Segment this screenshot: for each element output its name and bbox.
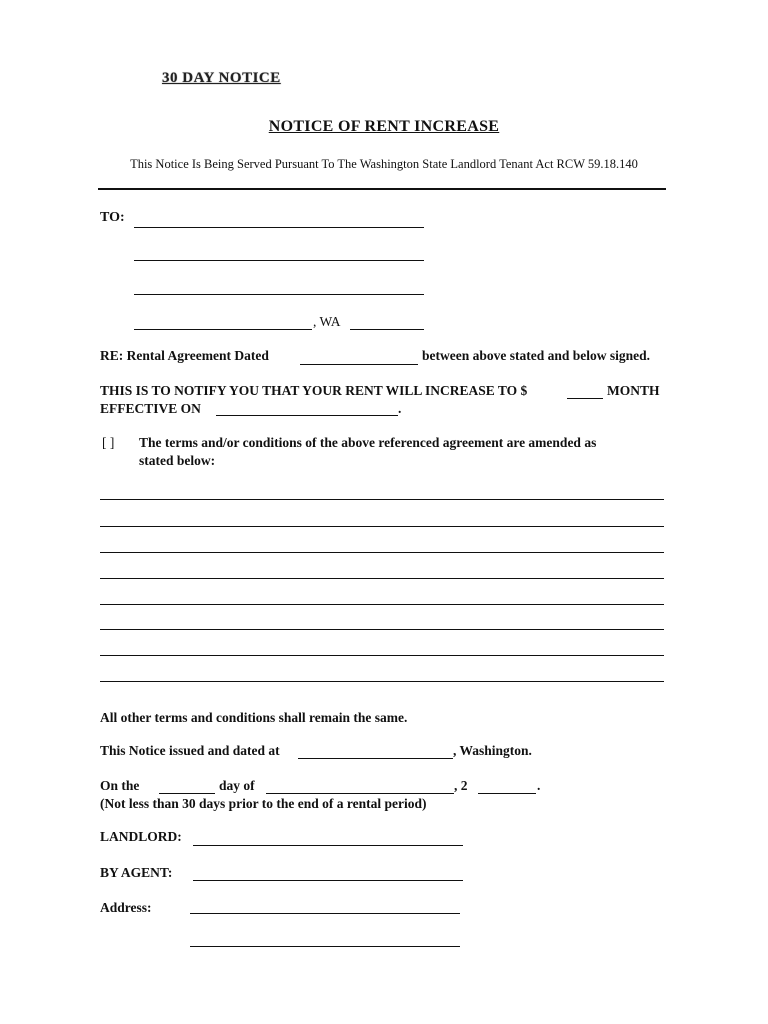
- address-line-2[interactable]: [190, 946, 460, 947]
- remain-same-text: All other terms and conditions shall remain the same.: [100, 710, 408, 725]
- agent-signature-line[interactable]: [193, 880, 463, 881]
- amendment-write-line-6[interactable]: [100, 629, 664, 630]
- state-label: , WA: [313, 314, 341, 329]
- amendment-checkbox[interactable]: [ ]: [102, 435, 115, 450]
- thirty-day-notice-stamp: 30 DAY NOTICE: [162, 70, 281, 86]
- issued-city-line[interactable]: [298, 758, 453, 759]
- header-divider: [98, 188, 666, 190]
- city-line[interactable]: [134, 329, 312, 330]
- to-line-2[interactable]: [134, 260, 424, 261]
- amendment-write-line-2[interactable]: [100, 526, 664, 527]
- day-line[interactable]: [159, 793, 215, 794]
- amendment-write-line-1[interactable]: [100, 499, 664, 500]
- agreement-date-line[interactable]: [300, 364, 418, 365]
- amendment-write-line-8[interactable]: [100, 681, 664, 682]
- document-subtitle: This Notice Is Being Served Pursuant To The Washington State Landlord Tenant Act RCW 59.18.140: [130, 157, 638, 171]
- to-line-1[interactable]: [134, 227, 424, 228]
- amendment-write-line-7[interactable]: [100, 655, 664, 656]
- notify-month-label: MONTH: [607, 383, 660, 398]
- document-title: NOTICE OF RENT INCREASE: [268, 118, 500, 135]
- year-period: .: [537, 778, 541, 793]
- amendment-write-line-4[interactable]: [100, 578, 664, 579]
- issued-at-label: This Notice issued and dated at: [100, 743, 280, 758]
- landlord-label: LANDLORD:: [100, 829, 182, 844]
- re-suffix: between above stated and below signed.: [422, 348, 651, 363]
- effective-date-line[interactable]: [216, 415, 398, 416]
- not-less-note: (Not less than 30 days prior to the end of a rental period): [100, 796, 427, 811]
- effective-period: .: [398, 401, 402, 416]
- amendment-write-line-5[interactable]: [100, 604, 664, 605]
- amendment-line-1: The terms and/or conditions of the above referenced agreement are amended as: [139, 435, 597, 450]
- notify-line-1: THIS IS TO NOTIFY YOU THAT YOUR RENT WILL INCREASE TO $: [100, 383, 528, 398]
- year-line[interactable]: [478, 793, 536, 794]
- month-line[interactable]: [266, 793, 454, 794]
- zip-line[interactable]: [350, 329, 424, 330]
- agent-label: BY AGENT:: [100, 865, 173, 880]
- rent-amount-line[interactable]: [567, 398, 603, 399]
- to-label: TO:: [100, 210, 125, 225]
- amendment-line-2: stated below:: [139, 453, 216, 468]
- re-rental-agreement-label: RE: Rental Agreement Dated: [100, 348, 269, 363]
- address-label: Address:: [100, 900, 152, 915]
- to-line-3[interactable]: [134, 294, 424, 295]
- amendment-write-line-3[interactable]: [100, 552, 664, 553]
- issued-suffix: , Washington.: [453, 743, 532, 758]
- on-the-label: On the: [100, 778, 140, 793]
- landlord-signature-line[interactable]: [193, 845, 463, 846]
- address-line-1[interactable]: [190, 913, 460, 914]
- day-of-label: day of: [219, 778, 255, 793]
- effective-on-label: EFFECTIVE ON: [100, 401, 201, 416]
- year-prefix: , 2: [454, 778, 468, 793]
